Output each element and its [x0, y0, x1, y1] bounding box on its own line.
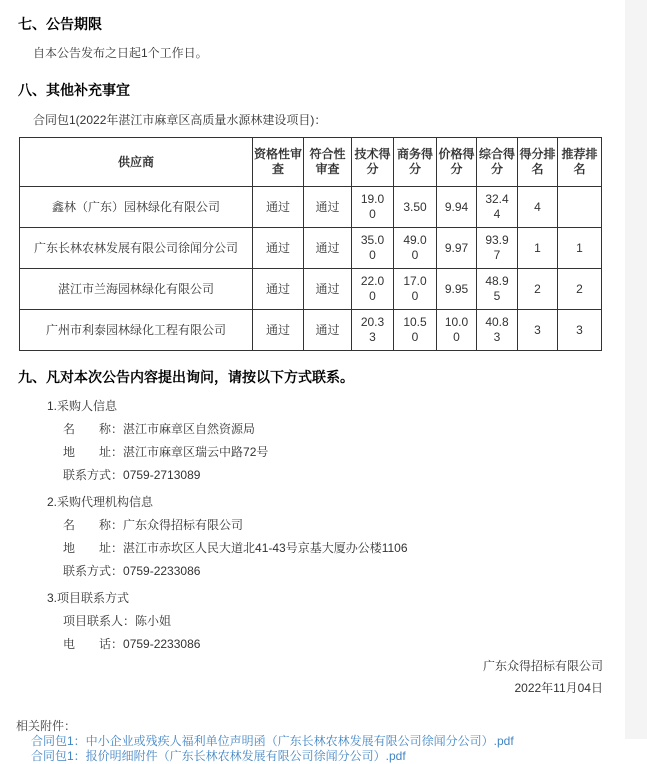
signature-company: 广东众得招标有限公司	[482, 659, 603, 673]
recommend-rank: 1	[558, 228, 602, 269]
agency-phone-label: 联系方式：	[63, 564, 124, 578]
section7-body: 自本公告发布之日起1个工作日。	[33, 46, 208, 60]
col-header-tech-score: 技术得分	[352, 138, 394, 187]
recommend-rank: 3	[558, 310, 602, 351]
business-score: 49.00	[394, 228, 437, 269]
tech-score: 20.33	[352, 310, 394, 351]
project-contact-label: 项目联系人：	[63, 614, 136, 628]
attachments-label: 相关附件：	[16, 719, 77, 733]
signature-block	[0, 659, 603, 695]
price-score: 9.95	[437, 269, 477, 310]
score-rank: 2	[518, 269, 558, 310]
section8-intro: 合同包1(2022年湛江市麻章区高质量水源林建设项目)：	[33, 113, 327, 127]
compliance-result: 通过	[304, 269, 352, 310]
purchaser-name-label: 名 称：	[63, 422, 124, 436]
total-score: 48.95	[477, 269, 518, 310]
qualification-result: 通过	[253, 269, 304, 310]
project-phone-label: 电 话：	[63, 637, 124, 651]
purchaser-address-line	[63, 445, 647, 459]
price-score: 9.97	[437, 228, 477, 269]
project-phone-value: 0759-2233086	[123, 637, 201, 651]
compliance-result: 通过	[304, 187, 352, 228]
total-score: 32.44	[477, 187, 518, 228]
supplier-name: 鑫林（广东）园林绿化有限公司	[20, 187, 253, 228]
project-contact-value: 陈小姐	[135, 614, 172, 628]
purchaser-info-title: 1.采购人信息	[47, 399, 118, 413]
col-header-qualification: 资格性审查	[253, 138, 304, 187]
supplier-name: 广州市利泰园林绿化工程有限公司	[20, 310, 253, 351]
col-header-business-score: 商务得分	[394, 138, 437, 187]
business-score: 3.50	[394, 187, 437, 228]
supplier-name: 湛江市兰海园林绿化有限公司	[20, 269, 253, 310]
purchaser-phone-value: 0759-2713089	[123, 468, 201, 482]
agency-name-value: 广东众得招标有限公司	[123, 518, 244, 532]
page-right-gutter	[625, 0, 647, 739]
table-header-row	[20, 138, 602, 187]
table-row	[20, 310, 602, 351]
agency-address-line	[63, 541, 647, 555]
agency-info-title: 2.采购代理机构信息	[47, 495, 154, 509]
project-contact-title: 3.项目联系方式	[47, 591, 130, 605]
business-score: 17.00	[394, 269, 437, 310]
col-header-score-rank: 得分排名	[518, 138, 558, 187]
agency-name-line	[63, 518, 647, 532]
recommend-rank	[558, 187, 602, 228]
project-phone-line	[63, 637, 647, 651]
section8-heading: 八、其他补充事宜	[18, 82, 130, 98]
agency-name-label: 名 称：	[63, 518, 124, 532]
price-score: 9.94	[437, 187, 477, 228]
compliance-result: 通过	[304, 228, 352, 269]
col-header-total-score: 综合得分	[477, 138, 518, 187]
project-contact-line	[63, 614, 647, 628]
table-row	[20, 187, 602, 228]
attachment-link-quotation-pdf[interactable]: 合同包1：报价明细附件（广东长林农林发展有限公司徐闻分公司）.pdf	[31, 749, 406, 763]
qualification-result: 通过	[253, 187, 304, 228]
supplier-name: 广东长林农林发展有限公司徐闻分公司	[20, 228, 253, 269]
table-row	[20, 269, 602, 310]
purchaser-phone-line	[63, 468, 647, 482]
purchaser-name-value: 湛江市麻章区自然资源局	[123, 422, 256, 436]
tech-score: 22.00	[352, 269, 394, 310]
col-header-supplier: 供应商	[20, 138, 253, 187]
recommend-rank: 2	[558, 269, 602, 310]
score-rank: 4	[518, 187, 558, 228]
qualification-result: 通过	[253, 310, 304, 351]
col-header-price-score: 价格得分	[437, 138, 477, 187]
total-score: 40.83	[477, 310, 518, 351]
tech-score: 19.00	[352, 187, 394, 228]
total-score: 93.97	[477, 228, 518, 269]
section7-heading: 七、公告期限	[18, 16, 102, 32]
agency-phone-line	[63, 564, 647, 578]
purchaser-address-value: 湛江市麻章区瑞云中路72号	[123, 445, 269, 459]
col-header-compliance: 符合性审查	[304, 138, 352, 187]
purchaser-name-line	[63, 422, 647, 436]
purchaser-phone-label: 联系方式：	[63, 468, 124, 482]
score-rank: 3	[518, 310, 558, 351]
col-header-recommend-rank: 推荐排名	[558, 138, 602, 187]
agency-address-value: 湛江市赤坎区人民大道北41-43号京基大厦办公楼1106	[123, 541, 408, 555]
attachment-link-declaration-pdf[interactable]: 合同包1：中小企业或残疾人福利单位声明函（广东长林农林发展有限公司徐闻分公司）.pdf	[31, 734, 514, 748]
qualification-result: 通过	[253, 228, 304, 269]
agency-address-label: 地 址：	[63, 541, 124, 555]
score-rank: 1	[518, 228, 558, 269]
agency-phone-value: 0759-2233086	[123, 564, 201, 578]
evaluation-table	[19, 137, 602, 351]
purchaser-address-label: 地 址：	[63, 445, 124, 459]
tech-score: 35.00	[352, 228, 394, 269]
compliance-result: 通过	[304, 310, 352, 351]
table-row	[20, 228, 602, 269]
business-score: 10.50	[394, 310, 437, 351]
price-score: 10.00	[437, 310, 477, 351]
attachments-section	[16, 719, 647, 764]
signature-date: 2022年11月04日	[514, 681, 603, 695]
section9-heading: 九、凡对本次公告内容提出询问，请按以下方式联系。	[18, 369, 354, 385]
